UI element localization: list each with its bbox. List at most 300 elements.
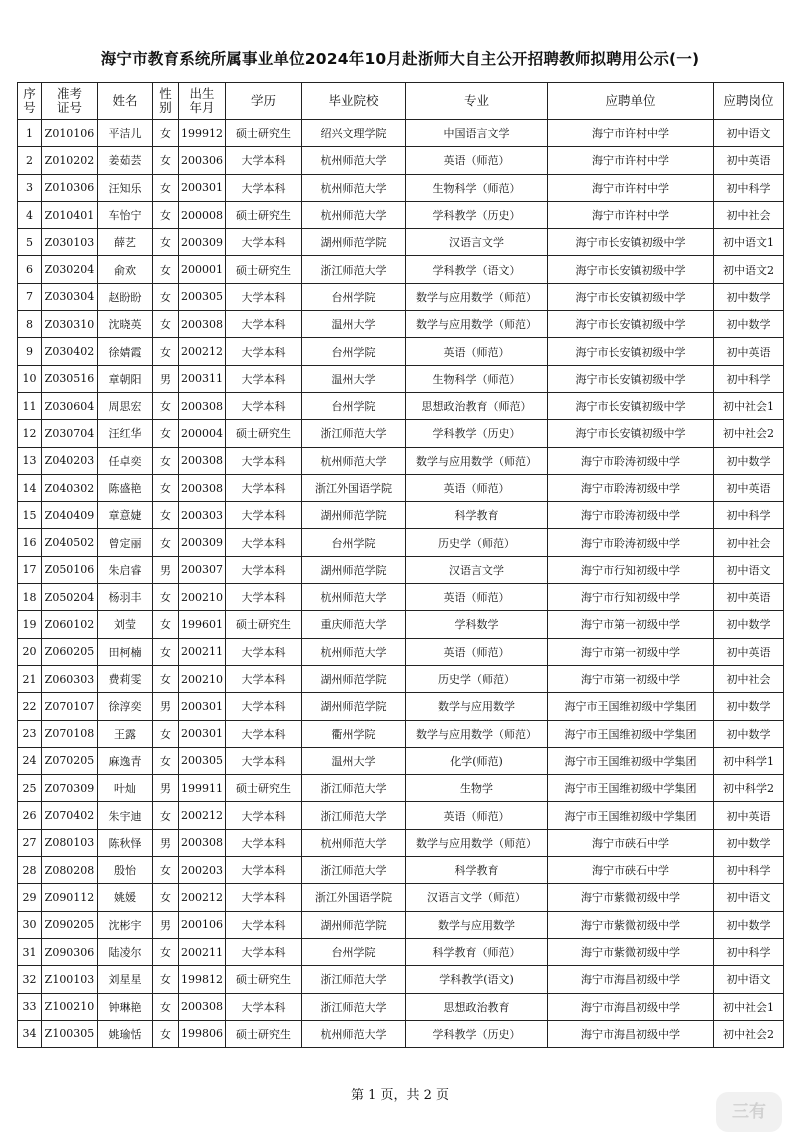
cell-gender: 女 — [153, 201, 179, 228]
cell-school: 重庆师范大学 — [302, 611, 406, 638]
cell-degree: 硕士研究生 — [226, 966, 302, 993]
cell-major: 英语（师范） — [406, 638, 548, 665]
cell-num: 18 — [18, 584, 42, 611]
cell-num: 24 — [18, 747, 42, 774]
cell-gender: 女 — [153, 392, 179, 419]
cell-unit: 海宁市长安镇初级中学 — [548, 420, 714, 447]
cell-degree: 大学本科 — [226, 802, 302, 829]
cell-major: 生物科学（师范） — [406, 174, 548, 201]
cell-unit: 海宁市海昌初级中学 — [548, 1020, 714, 1047]
cell-unit: 海宁市王国维初级中学集团 — [548, 775, 714, 802]
cell-exam: Z090112 — [42, 884, 98, 911]
cell-name: 曾定丽 — [98, 529, 153, 556]
table-row — [18, 720, 784, 747]
cell-name: 王露 — [98, 720, 153, 747]
table-row — [18, 529, 784, 556]
cell-birth: 200311 — [179, 365, 226, 392]
cell-exam: Z090306 — [42, 938, 98, 965]
cell-post: 初中数学 — [714, 611, 784, 638]
cell-gender: 男 — [153, 365, 179, 392]
cell-birth: 200309 — [179, 229, 226, 256]
cell-school: 杭州师范大学 — [302, 174, 406, 201]
cell-degree: 大学本科 — [226, 993, 302, 1020]
table-row — [18, 283, 784, 310]
cell-gender: 女 — [153, 857, 179, 884]
table-row — [18, 338, 784, 365]
cell-num: 10 — [18, 365, 42, 392]
cell-name: 俞欢 — [98, 256, 153, 283]
cell-num: 17 — [18, 556, 42, 583]
cell-post: 初中社会2 — [714, 1020, 784, 1047]
cell-school: 浙江师范大学 — [302, 993, 406, 1020]
cell-school: 绍兴文理学院 — [302, 120, 406, 147]
cell-degree: 大学本科 — [226, 638, 302, 665]
cell-exam: Z010106 — [42, 120, 98, 147]
cell-name: 刘莹 — [98, 611, 153, 638]
cell-name: 姚瑜恬 — [98, 1020, 153, 1047]
cell-degree: 硕士研究生 — [226, 611, 302, 638]
cell-unit: 海宁市第一初级中学 — [548, 638, 714, 665]
column-header-label: 毕业院校 — [328, 93, 379, 108]
cell-unit: 海宁市王国维初级中学集团 — [548, 802, 714, 829]
cell-degree: 硕士研究生 — [226, 120, 302, 147]
cell-exam: Z030516 — [42, 365, 98, 392]
cell-gender: 女 — [153, 502, 179, 529]
cell-major: 学科教学（历史） — [406, 1020, 548, 1047]
column-header-exam — [42, 83, 98, 120]
cell-exam: Z030704 — [42, 420, 98, 447]
cell-major: 思想政治教育 — [406, 993, 548, 1020]
cell-name: 麻逸青 — [98, 747, 153, 774]
cell-post: 初中数学 — [714, 720, 784, 747]
cell-birth: 199911 — [179, 775, 226, 802]
cell-num: 8 — [18, 311, 42, 338]
cell-post: 初中科学 — [714, 174, 784, 201]
column-header-school — [302, 83, 406, 120]
cell-name: 章意婕 — [98, 502, 153, 529]
cell-birth: 200305 — [179, 283, 226, 310]
cell-unit: 海宁市紫微初级中学 — [548, 938, 714, 965]
cell-birth: 200308 — [179, 311, 226, 338]
cell-birth: 200212 — [179, 338, 226, 365]
cell-num: 5 — [18, 229, 42, 256]
cell-name: 赵盼盼 — [98, 283, 153, 310]
cell-degree: 大学本科 — [226, 911, 302, 938]
cell-unit: 海宁市长安镇初级中学 — [548, 311, 714, 338]
cell-unit: 海宁市第一初级中学 — [548, 665, 714, 692]
cell-name: 陈秋怿 — [98, 829, 153, 856]
cell-exam: Z080208 — [42, 857, 98, 884]
cell-degree: 硕士研究生 — [226, 1020, 302, 1047]
cell-major: 数学与应用数学（师范） — [406, 311, 548, 338]
cell-school: 浙江师范大学 — [302, 256, 406, 283]
cell-num: 30 — [18, 911, 42, 938]
cell-unit: 海宁市海昌初级中学 — [548, 993, 714, 1020]
cell-major: 历史学（师范） — [406, 529, 548, 556]
cell-name: 杨羽丰 — [98, 584, 153, 611]
column-header-gender — [153, 83, 179, 120]
cell-major: 汉语言文学 — [406, 229, 548, 256]
table-row — [18, 556, 784, 583]
cell-gender: 男 — [153, 911, 179, 938]
table-row — [18, 1020, 784, 1047]
cell-degree: 硕士研究生 — [226, 256, 302, 283]
table-row — [18, 201, 784, 228]
cell-gender: 女 — [153, 611, 179, 638]
cell-gender: 女 — [153, 747, 179, 774]
cell-post: 初中数学 — [714, 829, 784, 856]
cell-gender: 女 — [153, 720, 179, 747]
cell-post: 初中科学 — [714, 365, 784, 392]
cell-major: 数学与应用数学（师范） — [406, 283, 548, 310]
cell-unit: 海宁市许村中学 — [548, 174, 714, 201]
cell-post: 初中科学2 — [714, 775, 784, 802]
cell-post: 初中社会 — [714, 529, 784, 556]
cell-exam: Z010306 — [42, 174, 98, 201]
cell-major: 学科教学（历史） — [406, 420, 548, 447]
cell-unit: 海宁市聆涛初级中学 — [548, 529, 714, 556]
cell-degree: 大学本科 — [226, 174, 302, 201]
cell-school: 台州学院 — [302, 338, 406, 365]
cell-birth: 200303 — [179, 502, 226, 529]
cell-unit: 海宁市聆涛初级中学 — [548, 502, 714, 529]
cell-birth: 200307 — [179, 556, 226, 583]
cell-school: 浙江师范大学 — [302, 857, 406, 884]
cell-school: 杭州师范大学 — [302, 584, 406, 611]
cell-major: 数学与应用数学 — [406, 693, 548, 720]
cell-num: 27 — [18, 829, 42, 856]
cell-post: 初中语文 — [714, 884, 784, 911]
cell-degree: 大学本科 — [226, 938, 302, 965]
cell-exam: Z010202 — [42, 147, 98, 174]
cell-exam: Z100305 — [42, 1020, 98, 1047]
cell-gender: 女 — [153, 447, 179, 474]
cell-degree: 大学本科 — [226, 665, 302, 692]
cell-name: 叶灿 — [98, 775, 153, 802]
cell-degree: 大学本科 — [226, 311, 302, 338]
table-row — [18, 857, 784, 884]
cell-gender: 女 — [153, 120, 179, 147]
cell-exam: Z040302 — [42, 474, 98, 501]
cell-unit: 海宁市许村中学 — [548, 147, 714, 174]
cell-school: 杭州师范大学 — [302, 447, 406, 474]
cell-gender: 女 — [153, 529, 179, 556]
column-header-label: 性 — [159, 86, 172, 101]
column-header-degree — [226, 83, 302, 120]
cell-exam: Z050204 — [42, 584, 98, 611]
table-row — [18, 311, 784, 338]
cell-major: 学科教学（历史） — [406, 201, 548, 228]
table-row — [18, 638, 784, 665]
cell-degree: 大学本科 — [226, 529, 302, 556]
cell-school: 湖州师范学院 — [302, 665, 406, 692]
cell-exam: Z030310 — [42, 311, 98, 338]
table-row — [18, 474, 784, 501]
cell-birth: 200301 — [179, 720, 226, 747]
table-row — [18, 256, 784, 283]
cell-exam: Z010401 — [42, 201, 98, 228]
cell-num: 21 — [18, 665, 42, 692]
cell-unit: 海宁市许村中学 — [548, 120, 714, 147]
cell-name: 陆凌尔 — [98, 938, 153, 965]
cell-gender: 男 — [153, 693, 179, 720]
table-header-row — [18, 83, 784, 120]
column-header-label: 序 — [23, 86, 36, 101]
column-header-label: 学历 — [250, 93, 276, 108]
cell-exam: Z030103 — [42, 229, 98, 256]
cell-birth: 200001 — [179, 256, 226, 283]
cell-birth: 200309 — [179, 529, 226, 556]
cell-exam: Z070402 — [42, 802, 98, 829]
cell-gender: 男 — [153, 556, 179, 583]
cell-post: 初中数学 — [714, 283, 784, 310]
column-header-label: 号 — [23, 100, 36, 115]
cell-num: 14 — [18, 474, 42, 501]
table-row — [18, 802, 784, 829]
cell-school: 浙江师范大学 — [302, 775, 406, 802]
table-row — [18, 147, 784, 174]
cell-name: 汪知乐 — [98, 174, 153, 201]
cell-unit: 海宁市第一初级中学 — [548, 611, 714, 638]
cell-degree: 大学本科 — [226, 884, 302, 911]
column-header-birth — [179, 83, 226, 120]
cell-num: 16 — [18, 529, 42, 556]
cell-degree: 大学本科 — [226, 693, 302, 720]
cell-major: 学科教学(语文) — [406, 966, 548, 993]
cell-unit: 海宁市聆涛初级中学 — [548, 474, 714, 501]
cell-major: 汉语言文学 — [406, 556, 548, 583]
cell-school: 温州大学 — [302, 365, 406, 392]
cell-major: 汉语言文学（师范） — [406, 884, 548, 911]
cell-post: 初中社会 — [714, 201, 784, 228]
cell-post: 初中英语 — [714, 474, 784, 501]
cell-school: 杭州师范大学 — [302, 1020, 406, 1047]
cell-school: 台州学院 — [302, 529, 406, 556]
cell-num: 9 — [18, 338, 42, 365]
cell-school: 温州大学 — [302, 311, 406, 338]
column-header-label: 别 — [159, 100, 172, 115]
cell-post: 初中科学 — [714, 857, 784, 884]
column-header-name — [98, 83, 153, 120]
cell-unit: 海宁市硖石中学 — [548, 857, 714, 884]
cell-gender: 女 — [153, 802, 179, 829]
cell-gender: 女 — [153, 229, 179, 256]
cell-school: 浙江外国语学院 — [302, 884, 406, 911]
cell-num: 19 — [18, 611, 42, 638]
cell-degree: 大学本科 — [226, 365, 302, 392]
cell-post: 初中数学 — [714, 911, 784, 938]
cell-birth: 200305 — [179, 747, 226, 774]
cell-birth: 200212 — [179, 884, 226, 911]
cell-name: 汪红华 — [98, 420, 153, 447]
cell-school: 温州大学 — [302, 747, 406, 774]
cell-unit: 海宁市硖石中学 — [548, 829, 714, 856]
cell-num: 20 — [18, 638, 42, 665]
cell-gender: 女 — [153, 420, 179, 447]
cell-gender: 男 — [153, 775, 179, 802]
cell-name: 陈盛艳 — [98, 474, 153, 501]
cell-exam: Z070309 — [42, 775, 98, 802]
column-header-label: 应聘岗位 — [723, 93, 774, 108]
cell-major: 英语（师范） — [406, 802, 548, 829]
cell-post: 初中社会 — [714, 665, 784, 692]
cell-unit: 海宁市聆涛初级中学 — [548, 447, 714, 474]
cell-name: 刘星星 — [98, 966, 153, 993]
cell-name: 薛艺 — [98, 229, 153, 256]
cell-unit: 海宁市长安镇初级中学 — [548, 392, 714, 419]
cell-birth: 200210 — [179, 665, 226, 692]
cell-birth: 200301 — [179, 174, 226, 201]
cell-major: 数学与应用数学 — [406, 911, 548, 938]
cell-degree: 大学本科 — [226, 147, 302, 174]
cell-major: 中国语言文学 — [406, 120, 548, 147]
cell-school: 杭州师范大学 — [302, 638, 406, 665]
cell-birth: 200106 — [179, 911, 226, 938]
cell-birth: 200211 — [179, 638, 226, 665]
column-header-label: 年月 — [189, 100, 215, 115]
recruitment-table — [17, 82, 784, 1048]
cell-degree: 大学本科 — [226, 829, 302, 856]
cell-school: 浙江师范大学 — [302, 420, 406, 447]
cell-name: 沈晓英 — [98, 311, 153, 338]
cell-gender: 女 — [153, 665, 179, 692]
cell-school: 湖州师范学院 — [302, 502, 406, 529]
cell-name: 费莉雯 — [98, 665, 153, 692]
cell-school: 湖州师范学院 — [302, 911, 406, 938]
cell-num: 34 — [18, 1020, 42, 1047]
cell-exam: Z100210 — [42, 993, 98, 1020]
watermark-logo: 三有 — [716, 1092, 782, 1132]
cell-school: 杭州师范大学 — [302, 201, 406, 228]
cell-exam: Z070107 — [42, 693, 98, 720]
cell-gender: 女 — [153, 256, 179, 283]
cell-num: 33 — [18, 993, 42, 1020]
cell-exam: Z040203 — [42, 447, 98, 474]
cell-school: 湖州师范学院 — [302, 556, 406, 583]
cell-major: 数学与应用数学（师范） — [406, 720, 548, 747]
cell-major: 生物学 — [406, 775, 548, 802]
cell-unit: 海宁市长安镇初级中学 — [548, 338, 714, 365]
cell-name: 姚媛 — [98, 884, 153, 911]
cell-major: 数学与应用数学（师范） — [406, 447, 548, 474]
column-header-label: 专业 — [463, 93, 489, 108]
cell-birth: 199601 — [179, 611, 226, 638]
cell-school: 浙江师范大学 — [302, 966, 406, 993]
cell-school: 衢州学院 — [302, 720, 406, 747]
cell-post: 初中英语 — [714, 147, 784, 174]
cell-gender: 女 — [153, 993, 179, 1020]
cell-birth: 200308 — [179, 474, 226, 501]
table-row — [18, 938, 784, 965]
cell-major: 科学教育（师范） — [406, 938, 548, 965]
cell-exam: Z030204 — [42, 256, 98, 283]
cell-exam: Z070205 — [42, 747, 98, 774]
cell-major: 学科数学 — [406, 611, 548, 638]
cell-major: 生物科学（师范） — [406, 365, 548, 392]
cell-degree: 大学本科 — [226, 747, 302, 774]
cell-name: 朱宇迪 — [98, 802, 153, 829]
column-header-label: 出生 — [189, 86, 215, 101]
column-header-num — [18, 83, 42, 120]
cell-exam: Z060205 — [42, 638, 98, 665]
table-row — [18, 365, 784, 392]
cell-birth: 200306 — [179, 147, 226, 174]
cell-num: 12 — [18, 420, 42, 447]
cell-major: 英语（师范） — [406, 474, 548, 501]
cell-name: 沈彬宇 — [98, 911, 153, 938]
cell-degree: 大学本科 — [226, 338, 302, 365]
column-header-unit — [548, 83, 714, 120]
table-body — [18, 120, 784, 1048]
cell-degree: 大学本科 — [226, 720, 302, 747]
cell-gender: 女 — [153, 338, 179, 365]
cell-exam: Z040409 — [42, 502, 98, 529]
cell-degree: 硕士研究生 — [226, 201, 302, 228]
cell-degree: 大学本科 — [226, 584, 302, 611]
cell-birth: 200308 — [179, 392, 226, 419]
cell-degree: 大学本科 — [226, 556, 302, 583]
cell-degree: 硕士研究生 — [226, 420, 302, 447]
cell-unit: 海宁市行知初级中学 — [548, 556, 714, 583]
cell-major: 英语（师范） — [406, 584, 548, 611]
table-row — [18, 229, 784, 256]
cell-unit: 海宁市行知初级中学 — [548, 584, 714, 611]
cell-exam: Z100103 — [42, 966, 98, 993]
cell-name: 周思宏 — [98, 392, 153, 419]
cell-birth: 200004 — [179, 420, 226, 447]
column-header-label: 证号 — [56, 100, 82, 115]
cell-name: 平洁儿 — [98, 120, 153, 147]
table-row — [18, 829, 784, 856]
cell-major: 英语（师范） — [406, 147, 548, 174]
cell-gender: 女 — [153, 966, 179, 993]
cell-name: 车怡宁 — [98, 201, 153, 228]
cell-gender: 男 — [153, 829, 179, 856]
cell-gender: 女 — [153, 938, 179, 965]
cell-school: 台州学院 — [302, 938, 406, 965]
cell-birth: 199912 — [179, 120, 226, 147]
cell-degree: 大学本科 — [226, 857, 302, 884]
cell-unit: 海宁市长安镇初级中学 — [548, 365, 714, 392]
cell-post: 初中社会1 — [714, 993, 784, 1020]
cell-num: 32 — [18, 966, 42, 993]
cell-unit: 海宁市许村中学 — [548, 201, 714, 228]
cell-unit: 海宁市长安镇初级中学 — [548, 229, 714, 256]
cell-birth: 200008 — [179, 201, 226, 228]
cell-exam: Z040502 — [42, 529, 98, 556]
table-row — [18, 611, 784, 638]
cell-degree: 大学本科 — [226, 229, 302, 256]
table-row — [18, 174, 784, 201]
cell-post: 初中语文 — [714, 966, 784, 993]
table-row — [18, 693, 784, 720]
cell-post: 初中英语 — [714, 584, 784, 611]
table-row — [18, 993, 784, 1020]
cell-birth: 200308 — [179, 447, 226, 474]
cell-num: 7 — [18, 283, 42, 310]
cell-unit: 海宁市紫微初级中学 — [548, 911, 714, 938]
cell-gender: 女 — [153, 884, 179, 911]
cell-school: 浙江外国语学院 — [302, 474, 406, 501]
table-row — [18, 911, 784, 938]
cell-school: 浙江师范大学 — [302, 802, 406, 829]
cell-num: 2 — [18, 147, 42, 174]
table-row — [18, 584, 784, 611]
cell-major: 化学(师范) — [406, 747, 548, 774]
cell-degree: 大学本科 — [226, 283, 302, 310]
cell-post: 初中语文 — [714, 556, 784, 583]
cell-gender: 女 — [153, 174, 179, 201]
